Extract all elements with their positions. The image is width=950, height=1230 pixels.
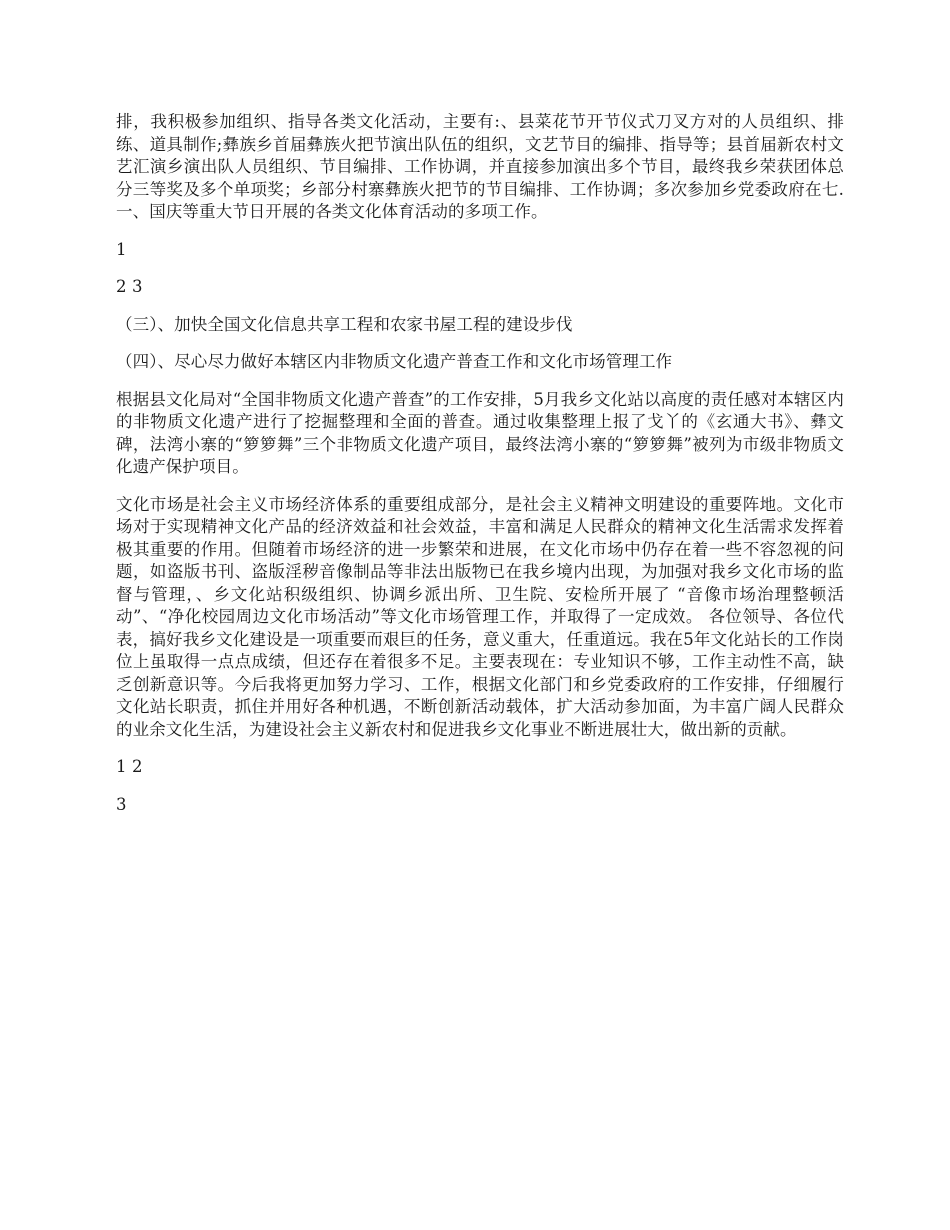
paragraph-heritage-survey: 根据县文化局对“全国非物质文化遗产普查”的工作安排，5月我乡文化站以高度的责任感对本辖区内的非物质文化遗产进行了挖掘整理和全面的普查。通过收集整理上报了戈丫的《玄通大书》、彝文碑，法湾小寨的“箩箩舞”三个非物质文化遗产项目，最终法湾小寨的“箩箩舞”被列为市级非物质文化遗产保护项目。 bbox=[116, 389, 844, 476]
page-number: 2 3 bbox=[116, 277, 143, 296]
page-number: 3 bbox=[116, 794, 127, 814]
section-heading-3: （三）、加快全国文化信息共享工程和农家书屋工程的建设步伐 bbox=[116, 314, 573, 334]
paragraph-cultural-market: 文化市场是社会主义市场经济体系的重要组成部分，是社会主义精神文明建设的重要阵地。文化市场对于实现精神文化产品的经济效益和社会效益，丰富和满足人民群众的精神文化生活需求发挥着极其重要的作用。但随着市场经济的进一步繁荣和进展，在文化市场中仍存在着一些不容忽视的问题，如盗版书刊、盗版淫秽音像制品等非法出版物已在我乡境内出现，为加强对我乡文化市场的监督与管理，、乡文化站积级组织、协调乡派出所、卫生院、安检所开展了 “音像市场治理整顿活动”、“净化校园周边文化市场活动”等文化市场管理工作，并取得了一定成效。 各位领导、各位代表，搞好我乡文化建设是一项重要而艰巨的任务，意义重大，任重道远。我在5年文化站长的工作岗位上虽取得一点点成绩，但还存在着很多不足。主要表现在：专业知识不够，工作主动性不高，缺乏创新意识等。今后我将更加努力学习、工作，根据文化部门和乡党委政府的工作安排，仔细履行文化站长职责，抓住并用好各种机遇，不断创新活动载体，扩大活动参加面，为丰富广阔人民群众的业余文化生活，为建设社会主义新农村和促进我乡文化事业不断进展壮大，做出新的贡献。 bbox=[116, 494, 844, 739]
paragraph-activities: 排，我积极参加组织、指导各类文化活动，主要有:、县菜花节开节仪式刀叉方对的人员组织、排练、道具制作;彝族乡首届彝族火把节演出队伍的组织，文艺节目的编排、指导等；县首届新农村文艺汇演乡演出队人员组织、节目编排、工作协调，并直接参加演出多个节目，最终我乡荣获团体总分三等奖及多个单项奖；乡部分村寨彝族火把节的节目编排、工作协调；多次参加乡党委政府在七.一、国庆等重大节日开展的各类文化体育活动的多项工作。 bbox=[116, 112, 844, 221]
page-number: 1 2 bbox=[116, 757, 143, 776]
section-heading-4: （四）、尽心尽力做好本辖区内非物质文化遗产普查工作和文化市场管理工作 bbox=[116, 352, 673, 371]
document-body bbox=[116, 111, 844, 831]
page-number: 1 bbox=[116, 239, 127, 259]
